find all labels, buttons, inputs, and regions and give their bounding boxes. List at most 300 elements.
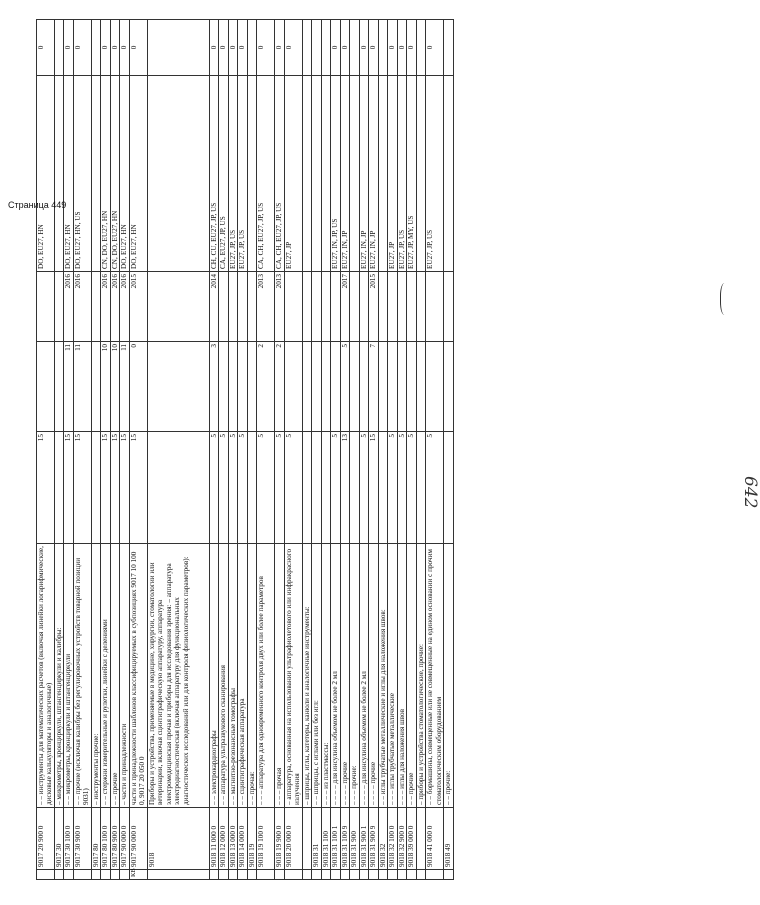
cell-z: 0 [284, 20, 302, 76]
cell-desc: – – инструменты для математических расчетов (включая линейки логарифмические, дисковые калькуляторы и аналогичные) [37, 544, 55, 808]
cell-yr: 2016 [120, 272, 129, 342]
cell-rate: 5 [284, 432, 302, 544]
cell-desc: – – – – прочие [340, 544, 349, 808]
cell-mark [228, 870, 237, 880]
cell-yr [426, 272, 444, 342]
cell-desc: Приборы и устройства, применяемые в медицине, хирургии, стоматологии или ветеринарии, включая сцинтиграфическую аппаратуру, аппаратура электромедицинская прочая и приборы для исследования зрения: – аппаратура электродиагностическая (включая аппаратуру для функциональных диагностических исследований или для контроля физиологических параметров): [147, 544, 209, 808]
table-row [129, 20, 147, 880]
table-row [101, 20, 110, 880]
cell-desc: – – – прочая [275, 544, 284, 808]
cell-r2 [388, 342, 397, 432]
cell-mark [388, 870, 397, 880]
cell-r2: 5 [340, 342, 349, 432]
cell-yr [444, 272, 453, 342]
cell-cty: CA, CH, EU27, JP, US [275, 76, 284, 272]
cell-code: 9017 30 100 0 [64, 808, 73, 870]
cell-r2 [359, 342, 368, 432]
cell-yr [388, 272, 397, 342]
cell-rate [444, 432, 453, 544]
cell-mark [209, 870, 218, 880]
cell-code: 9018 19 900 0 [275, 808, 284, 870]
cell-desc: – – бормашины, совмещенные или не совмещенные на едином основании с прочим стоматологическим оборудованием [426, 544, 444, 808]
handwritten-bracket [720, 283, 731, 315]
cell-z: 0 [110, 20, 119, 76]
cell-z [444, 20, 453, 76]
cell-cty: DO, EU27, HN, US [73, 76, 91, 272]
cell-code: 9018 14 000 0 [238, 808, 247, 870]
table-row [219, 20, 228, 880]
cell-desc: – – прочие: [444, 544, 453, 808]
cell-yr [247, 272, 256, 342]
cell-cty [147, 76, 209, 272]
cell-cty [416, 76, 425, 272]
cell-z: 0 [359, 20, 368, 76]
cell-z: 0 [331, 20, 340, 76]
cell-rate: 15 [73, 432, 91, 544]
cell-desc: – – – иглы для наложения швов [397, 544, 406, 808]
cell-desc: – – – из пластмассы: [321, 544, 330, 808]
tariff-table [36, 19, 454, 880]
cell-z: 0 [228, 20, 237, 76]
cell-rate: 5 [359, 432, 368, 544]
table-row [284, 20, 302, 880]
cell-code: 9018 41 000 0 [426, 808, 444, 870]
cell-r2 [284, 342, 302, 432]
cell-cty: EU27, IN, JP [359, 76, 368, 272]
cell-rate [350, 432, 359, 544]
handwritten-page-number: 642 [740, 476, 760, 509]
cell-z: 0 [257, 20, 275, 76]
cell-desc: – – прочая: [247, 544, 256, 808]
cell-yr [397, 272, 406, 342]
cell-yr [219, 272, 228, 342]
table-row [388, 20, 397, 880]
cell-yr [312, 272, 321, 342]
cell-yr [55, 272, 64, 342]
cell-z: 0 [73, 20, 91, 76]
cell-cty: CN, DO, EU27, HN [110, 76, 119, 272]
cell-z: 0 [426, 20, 444, 76]
cell-mark [73, 870, 91, 880]
cell-r2 [228, 342, 237, 432]
cell-yr [378, 272, 387, 342]
page-number: Страница 449 [8, 200, 67, 210]
table-row [416, 20, 425, 880]
cell-mark [247, 870, 256, 880]
cell-cty [321, 76, 330, 272]
table-row [321, 20, 330, 880]
cell-z: 0 [275, 20, 284, 76]
cell-r2: 11 [73, 342, 91, 432]
cell-desc: – – магнитно-резонансные томографы [228, 544, 237, 808]
cell-rate: 15 [120, 432, 129, 544]
cell-mark [312, 870, 321, 880]
cell-r2 [91, 342, 100, 432]
cell-cty: EU27, JP, US [426, 76, 444, 272]
cell-cty: EU27, JP [388, 76, 397, 272]
cell-cty: CH, CU, EU27, JP, US [209, 76, 218, 272]
table-row [238, 20, 247, 880]
cell-z: 0 [238, 20, 247, 76]
cell-mark [359, 870, 368, 880]
cell-code: 9018 [147, 808, 209, 870]
cell-z: 0 [209, 20, 218, 76]
cell-z: 0 [101, 20, 110, 76]
cell-cty: EU27, JP [284, 76, 302, 272]
cell-r2: 10 [110, 342, 119, 432]
cell-yr [302, 272, 311, 342]
table-row [369, 20, 378, 880]
cell-code: 9017 30 900 0 [73, 808, 91, 870]
cell-r2: 2 [275, 342, 284, 432]
cell-desc: – – прочие [110, 544, 119, 808]
cell-rate: 5 [228, 432, 237, 544]
rotated-page [36, 20, 556, 880]
cell-desc: – – стержни измерительные и рулетки, линейки с делениями [101, 544, 110, 808]
cell-code: 9017 20 900 0 [37, 808, 55, 870]
cell-yr [147, 272, 209, 342]
cell-cty: EU27, IN, JP, US [331, 76, 340, 272]
cell-cty: CA, EU27, JP, US [219, 76, 228, 272]
cell-yr: 2013 [257, 272, 275, 342]
cell-cty: EU27, JP, US [397, 76, 406, 272]
cell-yr [359, 272, 368, 342]
cell-z: 0 [120, 20, 129, 76]
cell-desc: – – иглы трубчатые металлические и иглы для наложения швов: [378, 544, 387, 808]
cell-r2 [55, 342, 64, 432]
cell-mark [37, 870, 55, 880]
cell-r2 [247, 342, 256, 432]
cell-r2 [147, 342, 209, 432]
cell-r2: 3 [209, 342, 218, 432]
cell-code: 9018 39 000 0 [407, 808, 416, 870]
cell-rate [55, 432, 64, 544]
cell-rate [91, 432, 100, 544]
cell-r2 [302, 342, 311, 432]
cell-code: 9018 31 900 [350, 808, 359, 870]
cell-r2 [397, 342, 406, 432]
table-row [302, 20, 311, 880]
cell-code: 9018 32 900 0 [397, 808, 406, 870]
table-row [407, 20, 416, 880]
cell-code: 9017 30 [55, 808, 64, 870]
cell-desc: – – сцинтиграфическая аппаратура [238, 544, 247, 808]
table-row [350, 20, 359, 880]
cell-mark [101, 870, 110, 880]
cell-mark [284, 870, 302, 880]
cell-rate [247, 432, 256, 544]
cell-desc: – – аппаратура ультразвукового сканирования [219, 544, 228, 808]
cell-cty [91, 76, 100, 272]
cell-z: 0 [369, 20, 378, 76]
cell-cty: DO, EU27, HN [37, 76, 55, 272]
cell-rate: 15 [64, 432, 73, 544]
cell-desc: – – электрокардиографы [209, 544, 218, 808]
cell-mark [238, 870, 247, 880]
cell-desc: – – – прочие: [350, 544, 359, 808]
cell-yr: 2017 [340, 272, 349, 342]
cell-yr [91, 272, 100, 342]
cell-z [91, 20, 100, 76]
cell-code: 9018 31 [312, 808, 321, 870]
cell-yr: 2013 [275, 272, 284, 342]
cell-rate [147, 432, 209, 544]
cell-mark [321, 870, 330, 880]
cell-rate [321, 432, 330, 544]
cell-mark [331, 870, 340, 880]
cell-code: 9018 31 900 1 [359, 808, 368, 870]
cell-yr: 2014 [209, 272, 218, 342]
cell-rate: 15 [129, 432, 147, 544]
cell-cty: EU27, JP, MY, US [407, 76, 416, 272]
cell-yr [350, 272, 359, 342]
cell-desc: – – – – для инсулина объемом не более 2 мл [331, 544, 340, 808]
cell-r2 [350, 342, 359, 432]
table-row [247, 20, 256, 880]
cell-z [55, 20, 64, 76]
cell-code [416, 808, 425, 870]
cell-desc: – приборы и устройства стоматологические, прочие: [416, 544, 425, 808]
cell-r2: 2 [257, 342, 275, 432]
cell-r2 [416, 342, 425, 432]
cell-z: 0 [64, 20, 73, 76]
cell-r2 [321, 342, 330, 432]
cell-mark [350, 870, 359, 880]
cell-z: 0 [397, 20, 406, 76]
cell-cty: EU27, IN, JP [369, 76, 378, 272]
cell-cty [247, 76, 256, 272]
cell-r2 [444, 342, 453, 432]
cell-code: 9018 32 [378, 808, 387, 870]
cell-cty: EU27, JP, US [228, 76, 237, 272]
cell-mark: КВ [129, 870, 147, 880]
cell-r2 [331, 342, 340, 432]
cell-yr [37, 272, 55, 342]
cell-cty: DO, EU27, HN [120, 76, 129, 272]
cell-yr: 2015 [369, 272, 378, 342]
cell-code: 9018 19 100 0 [257, 808, 275, 870]
table-row [397, 20, 406, 880]
cell-code: 9018 19 [247, 808, 256, 870]
table-row [228, 20, 237, 880]
cell-mark [147, 870, 209, 880]
cell-cty: EU27, JP, US [238, 76, 247, 272]
cell-mark [275, 870, 284, 880]
cell-mark [257, 870, 275, 880]
cell-z [321, 20, 330, 76]
table-row [257, 20, 275, 880]
cell-yr: 2016 [73, 272, 91, 342]
cell-z [302, 20, 311, 76]
cell-cty [55, 76, 64, 272]
cell-rate: 5 [331, 432, 340, 544]
cell-rate: 5 [407, 432, 416, 544]
cell-desc: – шприцы, иглы, катетеры, канюли и аналогичные инструменты: [302, 544, 311, 808]
cell-mark [340, 870, 349, 880]
cell-r2 [426, 342, 444, 432]
cell-cty [312, 76, 321, 272]
cell-mark [407, 870, 416, 880]
cell-code: 9018 13 000 0 [228, 808, 237, 870]
cell-desc: – микрометры, кронциркули, штангенциркули и калибры: [55, 544, 64, 808]
cell-mark [64, 870, 73, 880]
cell-rate: 5 [257, 432, 275, 544]
cell-yr [228, 272, 237, 342]
cell-cty [378, 76, 387, 272]
cell-z: 0 [407, 20, 416, 76]
cell-code: 9018 12 000 0 [219, 808, 228, 870]
cell-code: 9018 11 000 0 [209, 808, 218, 870]
table-row [426, 20, 444, 880]
cell-desc: – – шприцы, с иглами или без игл: [312, 544, 321, 808]
cell-cty: DO, EU27, HN [64, 76, 73, 272]
table-row [312, 20, 321, 880]
cell-cty: DO, EU27, HN [129, 76, 147, 272]
cell-yr [407, 272, 416, 342]
table-row [444, 20, 453, 880]
table-row [378, 20, 387, 880]
cell-r2 [37, 342, 55, 432]
cell-z [312, 20, 321, 76]
cell-code: 9018 31 100 1 [331, 808, 340, 870]
cell-r2: 0 [129, 342, 147, 432]
cell-z [147, 20, 209, 76]
cell-cty: CA, CH, EU27, JP, US [257, 76, 275, 272]
cell-yr [238, 272, 247, 342]
table-row [275, 20, 284, 880]
cell-rate: 15 [369, 432, 378, 544]
cell-rate [302, 432, 311, 544]
cell-desc: – – микрометры, кронциркули и штангенциркули [64, 544, 73, 808]
cell-mark [397, 870, 406, 880]
cell-rate: 5 [397, 432, 406, 544]
cell-mark [110, 870, 119, 880]
cell-desc: – – – – прочие [369, 544, 378, 808]
cell-r2: 7 [369, 342, 378, 432]
cell-mark [91, 870, 100, 880]
cell-r2 [312, 342, 321, 432]
cell-code: 9017 80 900 0 [110, 808, 119, 870]
cell-desc: – – прочие (исключая калибры без регулировочных устройств товарной позиции 9031) [73, 544, 91, 808]
cell-desc: – – – аппаратура для одновременного контроля двух или более параметров [257, 544, 275, 808]
table-row [359, 20, 368, 880]
table-row [340, 20, 349, 880]
cell-mark [55, 870, 64, 880]
cell-rate [312, 432, 321, 544]
cell-rate: 5 [426, 432, 444, 544]
cell-cty: EU27, IN, JP [340, 76, 349, 272]
table-row [37, 20, 55, 880]
cell-code: 9018 31 100 [321, 808, 330, 870]
table-row [120, 20, 129, 880]
cell-yr: 2016 [110, 272, 119, 342]
cell-cty [302, 76, 311, 272]
table-row [64, 20, 73, 880]
cell-code: 9018 31 100 9 [340, 808, 349, 870]
cell-desc: – инструменты прочие: [91, 544, 100, 808]
cell-yr: 2016 [64, 272, 73, 342]
table-row [55, 20, 64, 880]
table-row [110, 20, 119, 880]
cell-r2 [238, 342, 247, 432]
cell-mark [444, 870, 453, 880]
cell-r2 [219, 342, 228, 432]
cell-mark [426, 870, 444, 880]
cell-yr [284, 272, 302, 342]
cell-desc: части и принадлежности шаблонов классифицируемых в субпозициях 9017 10 100 0, 9017 20 050 0 [129, 544, 147, 808]
cell-cty [444, 76, 453, 272]
cell-code: 9018 32 100 0 [388, 808, 397, 870]
cell-code [302, 808, 311, 870]
cell-z: 0 [388, 20, 397, 76]
cell-rate [416, 432, 425, 544]
cell-z: 0 [129, 20, 147, 76]
cell-yr [321, 272, 330, 342]
cell-r2: 11 [120, 342, 129, 432]
cell-rate: 13 [340, 432, 349, 544]
cell-desc: – – – – для инсулина объемом не более 2 мл [359, 544, 368, 808]
cell-code: 9017 80 [91, 808, 100, 870]
cell-yr [331, 272, 340, 342]
cell-code: 9017 80 100 0 [101, 808, 110, 870]
cell-code: 9017 90 000 0 [129, 808, 147, 870]
cell-z: 0 [37, 20, 55, 76]
cell-yr [416, 272, 425, 342]
cell-r2: 10 [101, 342, 110, 432]
cell-r2 [378, 342, 387, 432]
cell-z [378, 20, 387, 76]
cell-mark [219, 870, 228, 880]
table-row [331, 20, 340, 880]
cell-rate: 15 [37, 432, 55, 544]
cell-mark [416, 870, 425, 880]
cell-mark [120, 870, 129, 880]
cell-z: 0 [219, 20, 228, 76]
cell-z [247, 20, 256, 76]
cell-rate: 15 [101, 432, 110, 544]
tariff-table-body [37, 20, 454, 880]
cell-code: 9017 90 000 0 [120, 808, 129, 870]
cell-mark [369, 870, 378, 880]
cell-cty: CN, DO, EU27, HN [101, 76, 110, 272]
cell-r2 [407, 342, 416, 432]
cell-desc: – аппаратура, основанная на использовании ультрафиолетового или инфракрасного излучения [284, 544, 302, 808]
cell-yr: 2016 [101, 272, 110, 342]
cell-rate: 5 [388, 432, 397, 544]
cell-rate: 5 [275, 432, 284, 544]
cell-cty [350, 76, 359, 272]
cell-z [350, 20, 359, 76]
cell-z [416, 20, 425, 76]
cell-r2: 11 [64, 342, 73, 432]
cell-code: 9018 20 000 0 [284, 808, 302, 870]
table-row [147, 20, 209, 880]
cell-code: 9018 31 900 9 [369, 808, 378, 870]
cell-rate [378, 432, 387, 544]
cell-mark [302, 870, 311, 880]
cell-z: 0 [340, 20, 349, 76]
cell-mark [378, 870, 387, 880]
cell-yr: 2015 [129, 272, 147, 342]
cell-code: 9018 49 [444, 808, 453, 870]
cell-desc: – – – иглы трубчатые металлические [388, 544, 397, 808]
cell-desc: – части и принадлежности [120, 544, 129, 808]
cell-desc: – – прочие [407, 544, 416, 808]
table-row [91, 20, 100, 880]
cell-rate: 5 [238, 432, 247, 544]
cell-rate: 5 [219, 432, 228, 544]
table-row [209, 20, 218, 880]
